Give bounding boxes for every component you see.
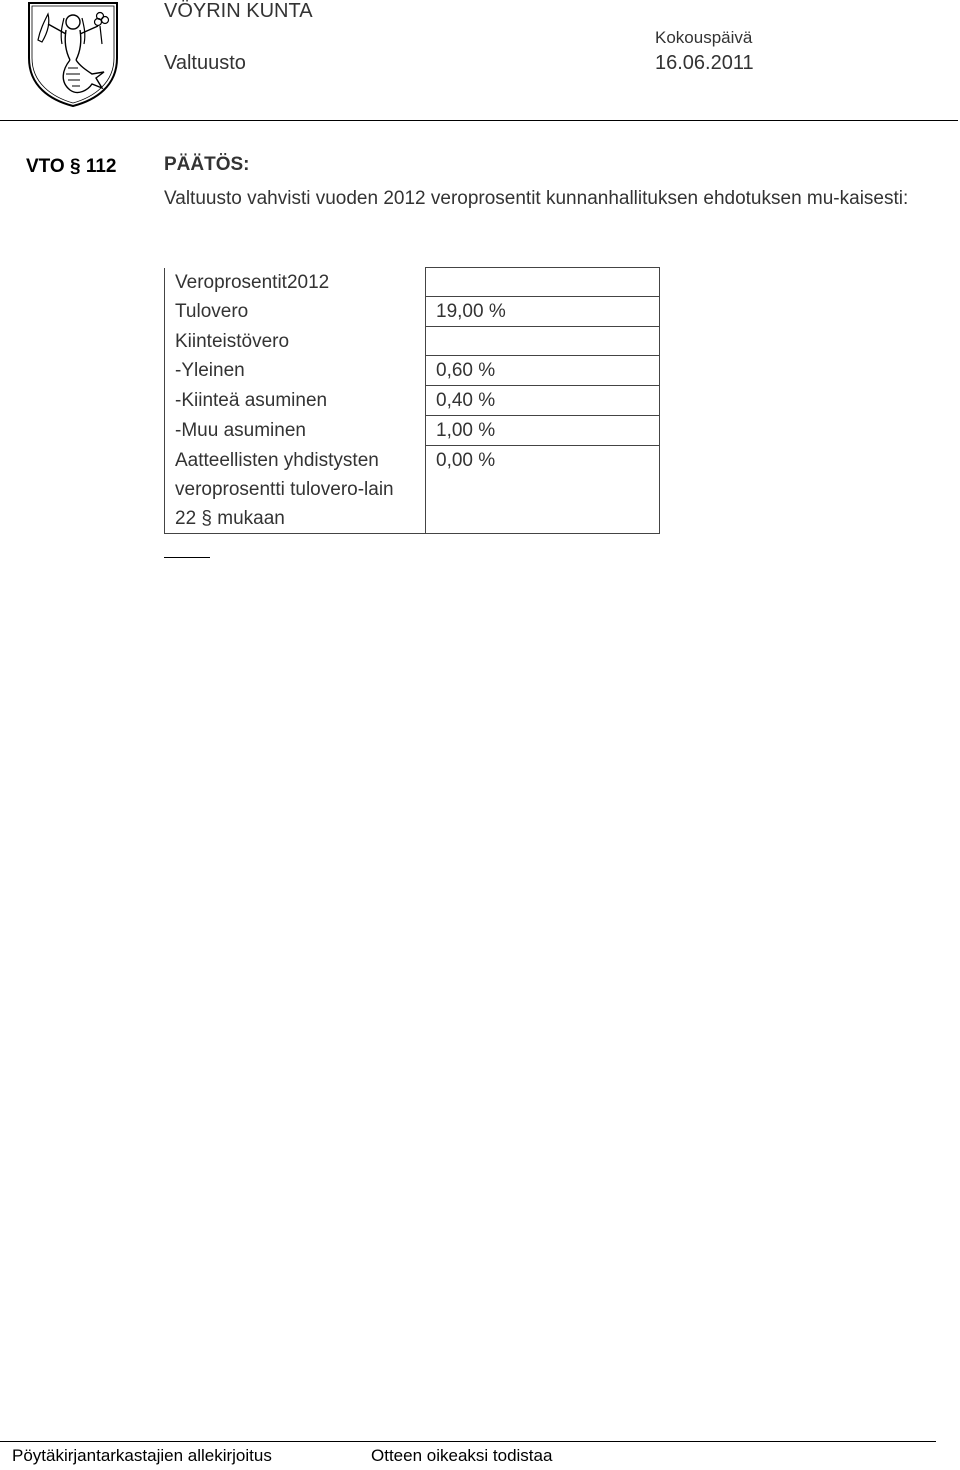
tax-rate-table [164,267,660,534]
table-row [165,416,660,446]
table-cell-value [426,268,660,297]
header-divider [0,120,958,121]
table-cell-value: 0,40 % [426,386,660,416]
table-cell-label: Tulovero [165,297,426,327]
table-cell-value: 0,60 % [426,356,660,386]
coat-of-arms-logo [26,0,120,108]
table-row [165,297,660,327]
table-cell-label: Kiinteistövero [165,327,426,356]
decision-title: PÄÄTÖS: [164,154,250,175]
table-row [165,327,660,356]
footer-signature-label: Pöytäkirjantarkastajien allekirjoitus [12,1446,272,1465]
table-cell-value: 1,00 % [426,416,660,446]
footer-certification-label: Otteen oikeaksi todistaa [371,1446,553,1465]
decision-text: Valtuusto vahvisti vuoden 2012 veroprosentit kunnanhallituksen ehdotuksen mu-kaisesti: [164,188,909,209]
end-marker-line [164,557,210,558]
table-row [165,268,660,297]
table-cell-label: -Yleinen [165,356,426,386]
table-cell-label: Aatteellisten yhdistysten veroprosentti tulovero-lain 22 § mukaan [165,446,426,534]
meeting-date: 16.06.2011 [655,52,754,74]
table-cell-label: Veroprosentit2012 [165,268,426,297]
table-cell-label: -Kiinteä asuminen [165,386,426,416]
meeting-date-label: Kokouspäivä [655,28,753,47]
table-cell-value: 0,00 % [426,446,660,534]
table-cell-value: 19,00 % [426,297,660,327]
table-row [165,356,660,386]
table-row [165,386,660,416]
footer-divider [0,1441,936,1442]
section-number: VTO § 112 [26,156,117,177]
table-cell-label: -Muu asuminen [165,416,426,446]
organization-name: VÖYRIN KUNTA [164,0,313,22]
body-name: Valtuusto [164,52,246,74]
table-cell-value [426,327,660,356]
table-row [165,446,660,534]
